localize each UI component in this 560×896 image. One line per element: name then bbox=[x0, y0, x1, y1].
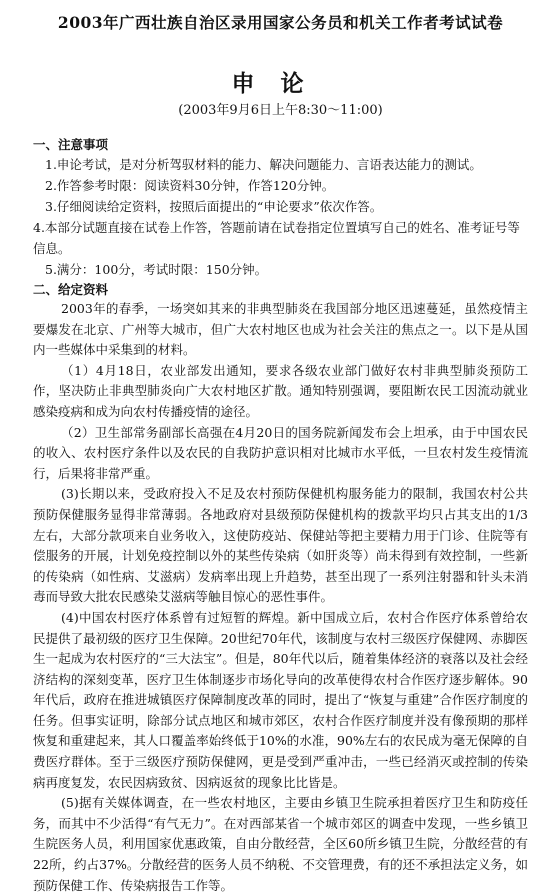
note-item: 5.满分：100分，考试时限：150分钟。 bbox=[45, 262, 268, 277]
note-item: 4.本部分试题直接在试卷上作答，答题前请在试卷指定位置填写自己的姓名、准考证号等信息。 bbox=[33, 220, 520, 256]
notes-heading: 一、注意事项 bbox=[33, 137, 109, 152]
material-paragraph: (3)长期以来，受政府投入不足及农村预防保健机构服务能力的限制，我国农村公共预防保健服务显得非常薄弱。各地政府对县级预防保健机构的拨款平均只占其支出的1/3左右，大部分款项来自业务收入，这使防疫站、保健站等把主要精力用于门诊、住院等有偿服务的开展，计划免疫控制以外的某些传染病（如肝炎等）尚未得到有效控制，一些新的传染病（如性病、艾滋病）发病率出现上升趋势，甚至出现了一系列注射器和针头未消毒而导致大批农民感染艾滋病等触目惊心的恶性事件。 bbox=[33, 486, 528, 605]
notes-section bbox=[33, 135, 528, 280]
exam-time: (2003年9月6日上午8:30～11:00) bbox=[178, 103, 383, 118]
material-paragraph: 2003年的春季，一场突如其来的非典型肺炎在我国部分地区迅速蔓延，虽然疫情主要爆发在北京、广州等大城市，但广大农村地区也成为社会关注的焦点之一。以下是从国内一些媒体中采集到的材料。 bbox=[33, 301, 528, 358]
material-section bbox=[33, 280, 528, 896]
note-item: 1.申论考试，是对分析驾驭材料的能力、解决问题能力、言语表达能力的测试。 bbox=[45, 157, 482, 172]
note-item: 3.仔细阅读给定资料，按照后面提出的“申论要求”依次作答。 bbox=[45, 199, 383, 214]
material-paragraph: (5)据有关媒体调查，在一些农村地区，主要由乡镇卫生院承担着医疗卫生和防疫任务，而其中不少活得“有气无力”。在对西部某省一个城市郊区的调查中发现，一些乡镇卫生院医务人员，利用国家优惠政策，自由分散经营，全区60所乡镇卫生院，分散经营的有22所，约占37%。分散经营的医务人员不纳税、不交管理费，有的还不承担法定义务，如预防保健工作、传染病报告工作等。 bbox=[33, 795, 528, 893]
exam-title: 2003年广西壮族自治区录用国家公务员和机关工作者考试试卷 bbox=[57, 13, 504, 32]
material-paragraph: (4)中国农村医疗体系曾有过短暂的辉煌。新中国成立后，农村合作医疗体系曾给农民提供了最初级的医疗卫生保障。20世纪70年代，该制度与农村三级医疗保健网、赤脚医生一起成为农村医疗的“三大法宝”。但是，80年代以后，随着集体经济的衰落以及社会经济结构的深刻变革，医疗卫生体制逐步市场化导向的改革使得农村合作医疗逐步解体。90年代后，政府在推进城镇医疗保障制度改革的同时，提出了“恢复与重建”合作医疗制度的任务。但事实证明，除部分试点地区和城市郊区，农村合作医疗制度并没有像预期的那样恢复和重建起来，其人口覆盖率始终低于10%的水准，90%左右的农民成为毫无保障的自费医疗群体。至于三级医疗预防保健网，更是受到严重冲击，一些已经消灭或控制的传染病再度复发，农民因病致贫、因病返贫的现象比比皆是。 bbox=[33, 609, 528, 790]
material-paragraph: （2）卫生部常务副部长高强在4月20日的国务院新闻发布会上坦承，由于中国农民的收入、农村医疗条件以及农民的自我防护意识相对比城市水平低，一旦农村发生疫情流行，后果将非常严重。 bbox=[33, 424, 528, 481]
material-heading: 二、给定资料 bbox=[33, 282, 109, 297]
subject-title: 申论 bbox=[231, 71, 330, 97]
note-item: 2.作答参考时限：阅读资料30分钟，作答120分钟。 bbox=[45, 178, 335, 193]
material-paragraph: （1）4月18日，农业部发出通知，要求各级农业部门做好农村非典型肺炎预防工作，坚决防止非典型肺炎向广大农村地区扩散。通知特别强调，要阻断农民工因流动就业感染疫病和成为向农村传播疫情的途径。 bbox=[33, 362, 528, 419]
